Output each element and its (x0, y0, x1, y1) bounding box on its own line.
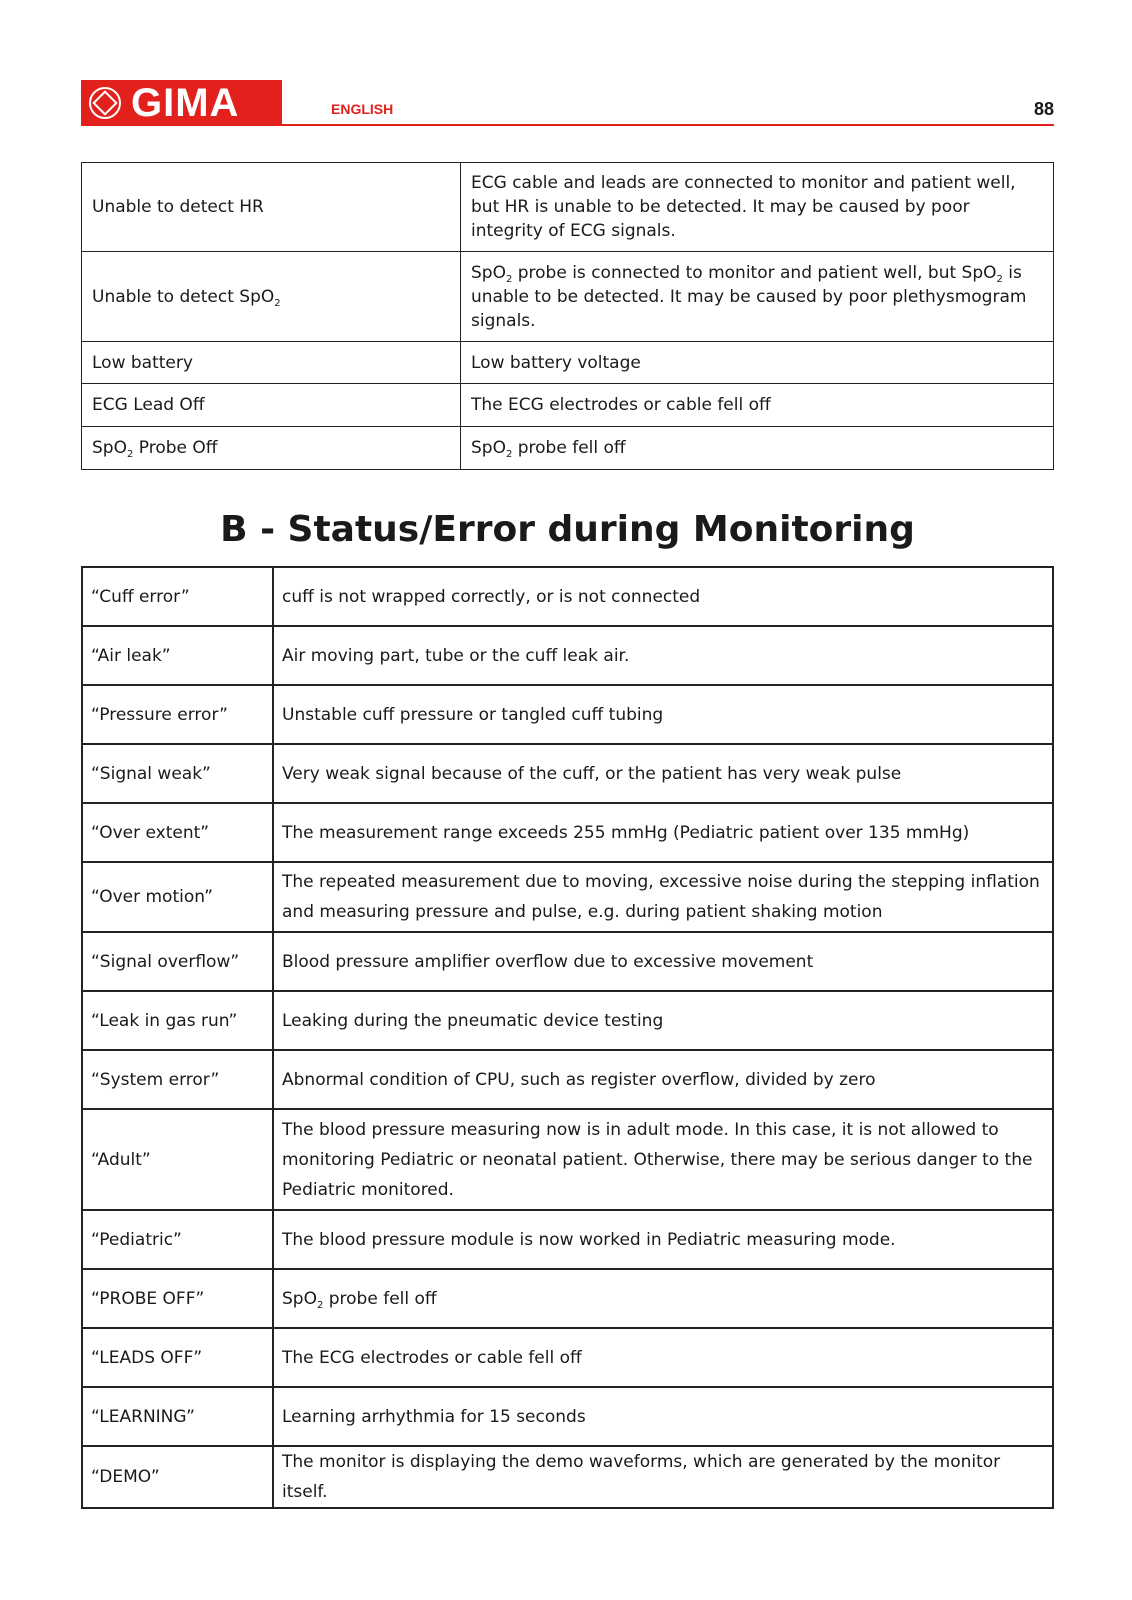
status-table-b (81, 566, 1054, 1509)
status-cell: Low battery (82, 342, 461, 384)
description-cell: Blood pressure amplifier overflow due to excessive movement (273, 932, 1053, 991)
logo-text: GIMA (131, 81, 240, 125)
status-cell: “System error” (82, 1050, 273, 1109)
header-divider (282, 124, 1054, 126)
description-cell: ECG cable and leads are connected to monitor and patient well, but HR is unable to be detected. It may be caused by poor integrity of ECG signals. (461, 163, 1054, 252)
description-cell: Abnormal condition of CPU, such as register overflow, divided by zero (273, 1050, 1053, 1109)
description-cell: Leaking during the pneumatic device testing (273, 991, 1053, 1050)
status-cell: “DEMO” (82, 1446, 273, 1508)
status-cell: “Cuff error” (82, 567, 273, 626)
status-cell: “Adult” (82, 1109, 273, 1210)
page-header (81, 80, 1054, 126)
status-cell: “Signal overflow” (82, 932, 273, 991)
description-cell: Very weak signal because of the cuff, or the patient has very weak pulse (273, 744, 1053, 803)
table-row (82, 1109, 1053, 1210)
status-cell: “PROBE OFF” (82, 1269, 273, 1328)
table-row (82, 685, 1053, 744)
table-row (82, 1446, 1053, 1508)
table-row (82, 1210, 1053, 1269)
status-cell: Unable to detect SpO$_2$ (82, 252, 461, 342)
status-cell: “Over motion” (82, 862, 273, 932)
page-number: 88 (1033, 99, 1054, 119)
table-row (82, 567, 1053, 626)
description-cell: Low battery voltage (461, 342, 1054, 384)
gima-emblem-icon (89, 87, 121, 119)
language-label: ENGLISH (331, 101, 394, 117)
table-row (82, 384, 1054, 427)
description-cell: The measurement range exceeds 255 mmHg (Pediatric patient over 135 mmHg) (273, 803, 1053, 862)
description-cell: cuff is not wrapped correctly, or is not connected (273, 567, 1053, 626)
status-cell: “Pediatric” (82, 1210, 273, 1269)
table-row (82, 744, 1053, 803)
status-cell: Unable to detect HR (82, 163, 461, 252)
status-cell: “Air leak” (82, 626, 273, 685)
status-cell: “LEARNING” (82, 1387, 273, 1446)
description-cell: The ECG electrodes or cable fell off (273, 1328, 1053, 1387)
section-title: B - Status/Error during Monitoring (220, 509, 915, 550)
status-cell: “Pressure error” (82, 685, 273, 744)
table-row (82, 252, 1054, 342)
table-row (82, 1387, 1053, 1446)
table-row (82, 342, 1054, 384)
table-row (82, 1050, 1053, 1109)
gima-logo (81, 80, 282, 126)
description-cell: SpO$_2$ probe fell off (273, 1269, 1053, 1328)
status-cell: “Leak in gas run” (82, 991, 273, 1050)
status-cell: “Signal weak” (82, 744, 273, 803)
description-cell: Unstable cuff pressure or tangled cuff tubing (273, 685, 1053, 744)
status-cell: SpO$_2$ Probe Off (82, 427, 461, 470)
description-cell: The monitor is displaying the demo waveforms, which are generated by the monitor itself. (273, 1446, 1053, 1508)
description-cell: The blood pressure module is now worked in Pediatric measuring mode. (273, 1210, 1053, 1269)
description-cell: SpO$_2$ probe fell off (461, 427, 1054, 470)
description-cell: The blood pressure measuring now is in adult mode. In this case, it is not allowed to monitoring Pediatric or neonatal patient. Otherwise, there may be serious danger to the Pediatric monitored. (273, 1109, 1053, 1210)
table-row (82, 427, 1054, 470)
table-row (82, 626, 1053, 685)
table-row (82, 163, 1054, 252)
table-row (82, 862, 1053, 932)
status-cell: “LEADS OFF” (82, 1328, 273, 1387)
status-table-a (81, 162, 1054, 470)
description-cell: Air moving part, tube or the cuff leak air. (273, 626, 1053, 685)
description-cell: SpO$_2$ probe is connected to monitor and patient well, but SpO$_2$ is unable to be detected. It may be caused by poor plethysmogram signals. (461, 252, 1054, 342)
description-cell: The repeated measurement due to moving, excessive noise during the stepping inflation and measuring pressure and pulse, e.g. during patient shaking motion (273, 862, 1053, 932)
table-row (82, 1328, 1053, 1387)
table-row (82, 803, 1053, 862)
description-cell: Learning arrhythmia for 15 seconds (273, 1387, 1053, 1446)
status-cell: “Over extent” (82, 803, 273, 862)
status-cell: ECG Lead Off (82, 384, 461, 427)
table-row (82, 991, 1053, 1050)
description-cell: The ECG electrodes or cable fell off (461, 384, 1054, 427)
table-row (82, 1269, 1053, 1328)
table-row (82, 932, 1053, 991)
